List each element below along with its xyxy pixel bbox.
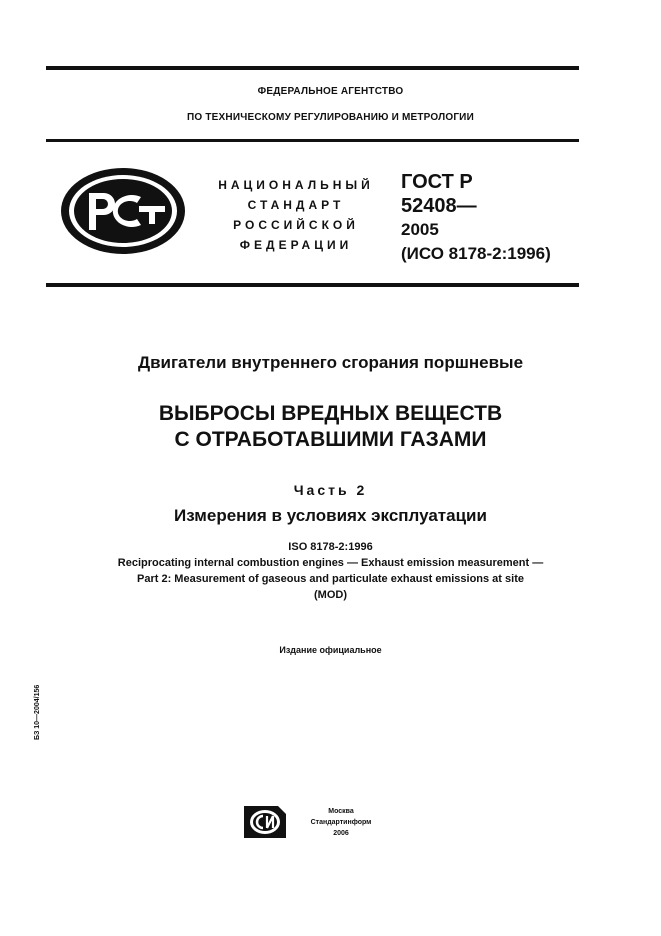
main-title-line-1: ВЫБРОСЫ ВРЕДНЫХ ВЕЩЕСТВ bbox=[158, 402, 503, 425]
edition-note: Издание официальное bbox=[279, 645, 382, 655]
iso-reference: ISO 8178-2:1996 bbox=[288, 541, 373, 553]
rst-gost-logo-icon bbox=[59, 166, 187, 256]
standartinform-logo-icon bbox=[244, 806, 286, 838]
block-rule bbox=[46, 283, 579, 287]
english-title-line-2: Part 2: Measurement of gaseous and particulate exhaust emissions at site bbox=[137, 573, 524, 585]
spine-code: БЗ 10—2004/156 bbox=[34, 684, 41, 740]
publisher-city: Москва bbox=[328, 808, 354, 815]
publisher-info bbox=[296, 806, 386, 839]
english-title-line-1: Reciprocating internal combustion engines — Exhaust emission measurement — bbox=[117, 557, 544, 569]
publisher-year: 2006 bbox=[333, 830, 349, 837]
subject-title: Двигатели внутреннего сгорания поршневые bbox=[137, 353, 524, 372]
english-title-line-3: (MOD) bbox=[314, 589, 347, 601]
part-title: Измерения в условиях эксплуатации bbox=[174, 506, 487, 525]
gost-line-2: 52408— bbox=[401, 195, 477, 217]
publisher-name: Стандартинформ bbox=[310, 819, 372, 826]
gost-line-3: 2005 bbox=[401, 220, 439, 239]
national-line-2: СТАНДАРТ bbox=[247, 198, 345, 212]
national-line-1: НАЦИОНАЛЬНЫЙ bbox=[218, 178, 374, 192]
agency-line-2: ПО ТЕХНИЧЕСКОМУ РЕГУЛИРОВАНИЮ И МЕТРОЛОГИИ bbox=[187, 112, 474, 123]
header-rule bbox=[46, 139, 579, 142]
national-line-4: ФЕДЕРАЦИИ bbox=[239, 238, 353, 252]
part-label: Часть 2 bbox=[293, 482, 368, 498]
agency-line-1: ФЕДЕРАЛЬНОЕ АГЕНТСТВО bbox=[257, 86, 404, 97]
gost-designation bbox=[401, 170, 551, 266]
gost-line-4: (ИСО 8178-2:1996) bbox=[401, 244, 551, 263]
main-title-line-2: С ОТРАБОТАВШИМИ ГАЗАМИ bbox=[174, 428, 487, 451]
gost-line-1: ГОСТ Р bbox=[401, 171, 473, 193]
national-standard-label bbox=[196, 175, 396, 255]
top-rule bbox=[46, 66, 579, 70]
national-line-3: РОССИЙСКОЙ bbox=[233, 218, 359, 232]
